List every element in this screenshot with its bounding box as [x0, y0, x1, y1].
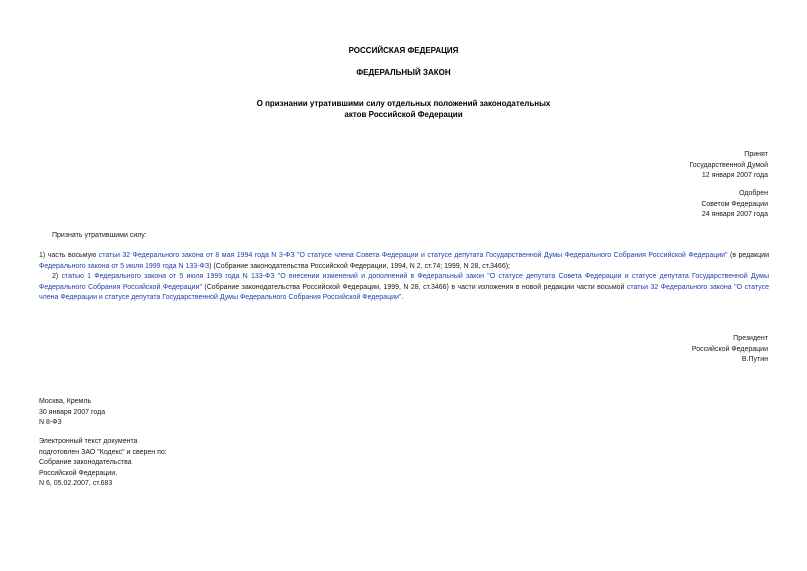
item-1-paragraph	[39, 251, 769, 272]
item-2-paragraph	[39, 272, 769, 304]
item-2-link-law-133fz[interactable]: статью 1 Федерального закона от 5 июля 1999 года N 133-ФЗ "О внесении изменений и дополнений в Федеральный закон "О статусе депутата Совета Федерации и статусе депутата Государственной Думы Федерального Собрания Российской Федерации"	[39, 273, 769, 291]
adoption-info-council	[568, 189, 768, 221]
signature-country: Российской Федерации	[691, 345, 768, 353]
approved-by: Советом Федерации	[701, 200, 768, 208]
law-number: N 8-ФЗ	[39, 419, 62, 426]
approved-date: 24 января 2007 года	[701, 211, 768, 218]
item-1-link-law-3fz[interactable]: статьи 32 Федерального закона от 8 мая 1994 года N 3-ФЗ "О статусе члена Совета Федерации и статусе депутата Государственной Думы Федерального Собрания Российской Федерации"	[98, 252, 728, 259]
signing-place: Москва, Кремль	[39, 398, 92, 405]
signature-title: Президент	[733, 335, 768, 342]
intro-text: Признать утратившими силу:	[52, 232, 147, 239]
item-2-text-2: (Собрание законодательства Российской Федерации, 1999, N 28, ст.3466) в части изложения в новой редакции части восьмой	[201, 283, 627, 291]
adopted-label: Принят	[744, 151, 768, 158]
adopted-by: Государственной Думой	[689, 161, 768, 169]
item-2-text-3: .	[401, 294, 404, 301]
approved-label: Одобрен	[739, 190, 768, 197]
source-line-3: Собрание законодательства	[39, 459, 132, 466]
item-1-text-2: (в редакции	[727, 252, 769, 259]
item-1-link-law-133fz[interactable]: Федерального закона от 5 июля 1999 года N 133-ФЗ	[39, 262, 210, 270]
source-info-block	[39, 437, 339, 490]
place-date-block	[39, 397, 339, 429]
country-heading: РОССИЙСКАЯ ФЕДЕРАЦИЯ	[348, 46, 459, 55]
source-line-5: N 6, 05.02.2007, ст.683	[39, 480, 113, 487]
signing-date: 30 января 2007 года	[39, 408, 106, 416]
adoption-info-duma	[568, 150, 768, 182]
item-2-text-1: 2)	[52, 273, 62, 280]
item-2-link-article-32[interactable]: статьи 32 Федерального закона "О статусе члена Федерации и статусе депутата Государственной Думы Федерального Собрания Российской Федерации"	[39, 283, 769, 301]
source-line-4: Российской Федерации,	[39, 469, 118, 477]
signature-name: В.Путин	[741, 356, 768, 363]
law-type-heading: ФЕДЕРАЛЬНЫЙ ЗАКОН	[356, 68, 451, 77]
signature-block	[568, 334, 768, 366]
source-line-1: Электронный текст документа	[39, 438, 138, 445]
law-title-line2: актов Российской Федерации	[344, 110, 463, 119]
law-title	[200, 98, 607, 120]
adopted-date: 12 января 2007 года	[701, 172, 768, 179]
law-title-line1: О признании утратившими силу отдельных положений законодательных	[256, 99, 551, 108]
item-1-text-3: ) (Собрание законодательства Российской Федерации, 1994, N 2, ст.74; 1999, N 28, ст.3466);	[209, 262, 510, 270]
item-1-text-1: 1) часть восьмую	[39, 252, 99, 259]
source-line-2: подготовлен ЗАО "Кодекс" и сверен по:	[39, 448, 167, 456]
